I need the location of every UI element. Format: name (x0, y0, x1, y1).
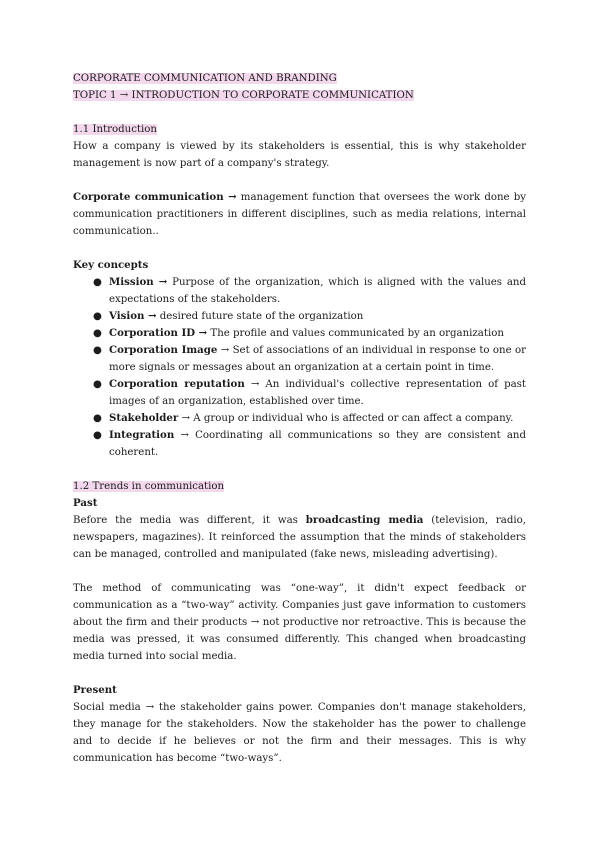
bullet-icon: ● (93, 277, 102, 288)
past-subheading: Past (73, 497, 98, 509)
present-subheading: Present (73, 684, 117, 696)
spacer (73, 104, 526, 121)
present-paragraph: Social media → the stakeholder gains power. Companies don't manage stakeholders, they manage for the stakeholders. Now the stakeholder has the power to challenge and to decide if he believes or not the firm and their messages. This is why communication has become “two-ways”. (73, 702, 526, 764)
section-heading-introduction: 1.1 Introduction (73, 124, 157, 135)
spacer (73, 563, 526, 580)
document-title: CORPORATE COMMUNICATION AND BRANDING (73, 73, 337, 84)
spacer (73, 461, 526, 478)
key-concepts-list (73, 274, 526, 461)
past-paragraph-2: The method of communicating was “one-way”, it didn't expect feedback or communication as a “two-way” activity. Companies just gave information to customers about the firm and their products → not productive nor retroactive. This is because the media was pressed, it was consumed differently. This changed when broadcasting media turned into social media. (73, 583, 526, 662)
intro-paragraph: How a company is viewed by its stakeholders is essential, this is why stakeholder management is now part of a company's strategy. (73, 141, 526, 169)
bullet-icon: ● (93, 311, 102, 322)
bullet-icon: ● (93, 430, 102, 441)
topic-title: TOPIC 1 → INTRODUCTION TO CORPORATE COMMUNICATION (73, 90, 414, 101)
key-concepts-heading: Key concepts (73, 259, 149, 271)
spacer (73, 665, 526, 682)
bullet-icon: ● (93, 345, 102, 356)
bullet-icon: ● (93, 379, 102, 390)
bullet-icon: ● (93, 413, 102, 424)
list-item: ● Mission → Purpose of the organization, which is aligned with the values and expectations of the stakeholders. (93, 276, 526, 305)
list-item: ● Stakeholder → A group or individual who is affected or can affect a company. (93, 410, 526, 427)
list-item: ● Integration → Coordinating all communications so they are consistent and coherent. (93, 429, 526, 458)
section-heading-trends: 1.2 Trends in communication (73, 481, 225, 492)
list-item: ● Corporation reputation → An individual's collective representation of past images of an organization, established over time. (93, 378, 527, 407)
list-item: ● Vision → desired future state of the organization (93, 308, 526, 325)
list-item: ● Corporation Image → Set of associations of an individual in response to one or more signals or messages about an organization at a certain point in time. (93, 344, 526, 373)
bullet-icon: ● (93, 328, 102, 339)
past-paragraph-1: Before the media was different, it was broadcasting media (television, radio, newspapers, magazines). It reinforced the assumption that the minds of stakeholders can be managed, controlled and manipulated (fake news, misleading advertising). (73, 514, 526, 560)
definition-text: management function that oversees the work done by communication practitioners in different disciplines, such as media relations, internal communication.. (73, 192, 527, 237)
spacer (73, 240, 526, 257)
definition-term: Corporate communication → (73, 191, 237, 203)
spacer (73, 172, 526, 189)
list-item: ● Corporation ID → The profile and values communicated by an organization (93, 325, 526, 342)
corporate-communication-definition (73, 189, 526, 240)
